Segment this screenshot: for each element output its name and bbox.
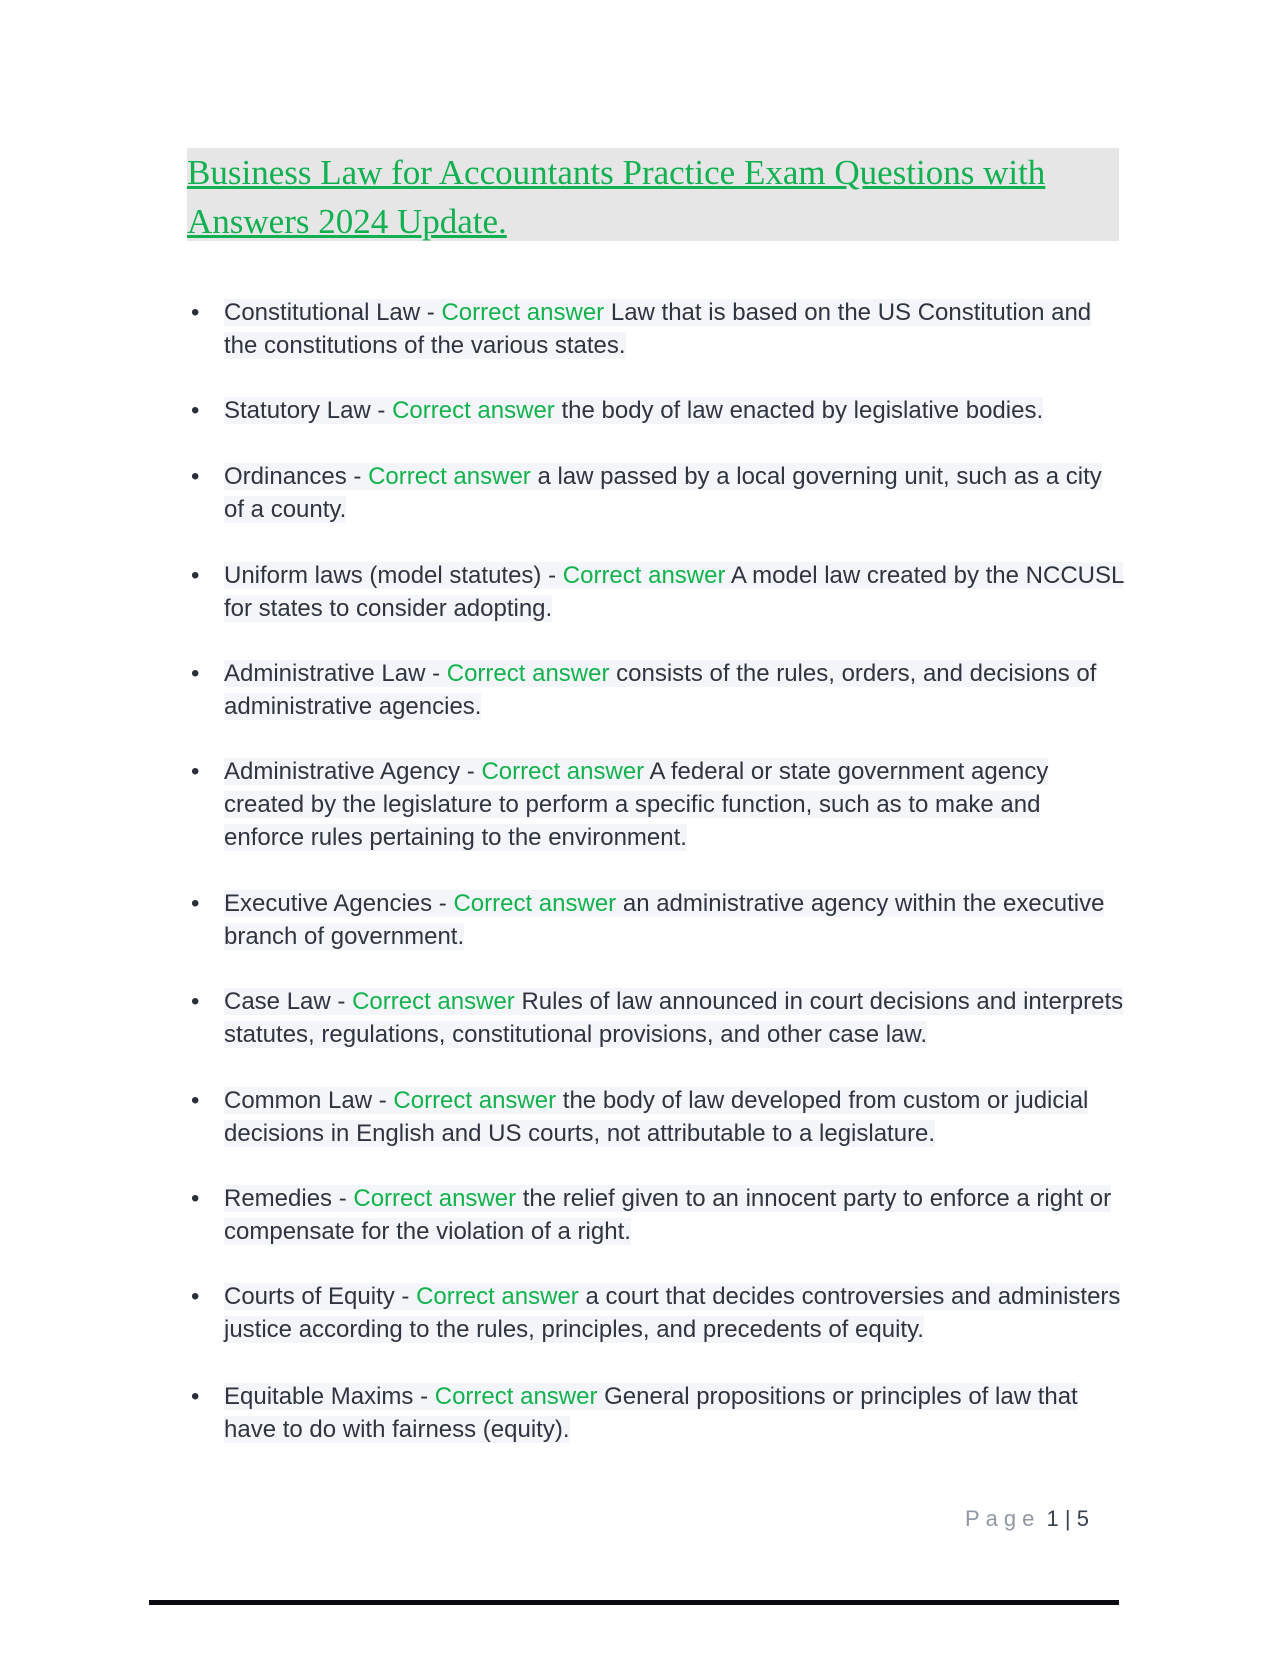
bullet-icon: • <box>191 890 200 917</box>
item-definition: Law that is based on the US Constitution and the constitutions of the various states. <box>224 299 1092 359</box>
item-separator: - <box>425 660 447 687</box>
item-term: Equitable Maxims <box>224 1383 414 1410</box>
bullet-icon: • <box>191 1283 200 1310</box>
bullet-icon: • <box>191 1087 200 1114</box>
item-definition: A federal or state government agency created by the legislature to perform a specific function, such as to make and enforce rules pertaining to the environment. <box>224 758 1049 851</box>
item-term: Common Law <box>224 1087 373 1114</box>
footer-rule <box>149 1600 1119 1605</box>
item-text <box>224 887 1124 953</box>
bullet-icon: • <box>191 1185 200 1212</box>
item-definition: a law passed by a local governing unit, such as a city of a county. <box>224 463 1102 523</box>
total-pages: 5 <box>1076 1506 1089 1531</box>
document-title: Business Law for Accountants Practice Exam Questions with Answers 2024 Update. <box>187 153 1046 241</box>
item-definition: an administrative agency within the executive branch of government. <box>224 890 1105 950</box>
page-footer <box>965 1506 1089 1532</box>
correct-answer-label: Correct answer <box>562 562 726 589</box>
item-separator: - <box>370 397 393 424</box>
item-separator: - <box>330 988 353 1015</box>
correct-answer-label: Correct answer <box>416 1283 579 1310</box>
item-text <box>224 1280 1124 1346</box>
bullet-icon: • <box>191 562 200 589</box>
item-definition: A model law created by the NCCUSL for states to consider adopting. <box>224 562 1124 622</box>
item-separator: - <box>420 299 442 326</box>
correct-answer-label: Correct answer <box>481 758 645 785</box>
item-term: Constitutional Law <box>224 299 421 326</box>
item-text <box>224 460 1124 526</box>
item-definition: the body of law developed from custom or judicial decisions in English and US courts, not attributable to a legislature. <box>224 1087 1089 1147</box>
correct-answer-label: Correct answer <box>453 890 617 917</box>
item-term: Executive Agencies <box>224 890 433 917</box>
bullet-icon: • <box>191 758 200 785</box>
correct-answer-label: Correct answer <box>352 988 515 1015</box>
page-label: Page <box>965 1506 1041 1531</box>
correct-answer-label: Correct answer <box>434 1383 598 1410</box>
item-separator: - <box>432 890 454 917</box>
correct-answer-label: Correct answer <box>393 1087 557 1114</box>
document-title-block <box>187 148 1119 241</box>
item-text <box>224 985 1124 1051</box>
item-separator: - <box>346 463 369 490</box>
bullet-icon: • <box>191 299 200 326</box>
item-text <box>224 755 1124 854</box>
correct-answer-label: Correct answer <box>392 397 555 424</box>
item-term: Courts of Equity <box>224 1283 395 1310</box>
item-separator: - <box>460 758 482 785</box>
correct-answer-label: Correct answer <box>368 463 531 490</box>
item-term: Statutory Law <box>224 397 371 424</box>
item-text <box>224 394 1124 427</box>
item-term: Case Law <box>224 988 331 1015</box>
item-definition: the body of law enacted by legislative bodies. <box>561 397 1044 424</box>
page-divider: | <box>1064 1506 1071 1531</box>
correct-answer-label: Correct answer <box>446 660 610 687</box>
item-term: Uniform laws (model statutes) <box>224 562 542 589</box>
item-term: Administrative Law <box>224 660 426 687</box>
correct-answer-label: Correct answer <box>353 1185 517 1212</box>
bullet-icon: • <box>191 660 200 687</box>
item-definition: Rules of law announced in court decisions and interprets statutes, regulations, constitutional provisions, and other case law. <box>224 988 1124 1048</box>
item-separator: - <box>394 1283 417 1310</box>
item-separator: - <box>413 1383 435 1410</box>
bullet-icon: • <box>191 1383 200 1410</box>
item-separator: - <box>541 562 563 589</box>
item-definition: General propositions or principles of law that have to do with fairness (equity). <box>224 1383 1078 1443</box>
correct-answer-label: Correct answer <box>441 299 605 326</box>
item-text <box>224 1182 1124 1248</box>
item-definition: a court that decides controversies and administers justice according to the rules, principles, and precedents of equity. <box>224 1283 1121 1343</box>
item-text <box>224 296 1124 362</box>
item-separator: - <box>332 1185 354 1212</box>
bullet-icon: • <box>191 397 200 424</box>
page-number: 1 <box>1046 1506 1059 1531</box>
item-term: Remedies <box>224 1185 333 1212</box>
item-text <box>224 1380 1124 1446</box>
item-text <box>224 559 1124 625</box>
item-separator: - <box>372 1087 394 1114</box>
item-text <box>224 657 1124 723</box>
item-definition: the relief given to an innocent party to enforce a right or compensate for the violation of a right. <box>224 1185 1112 1245</box>
item-term: Ordinances <box>224 463 347 490</box>
bullet-icon: • <box>191 988 200 1015</box>
bullet-icon: • <box>191 463 200 490</box>
item-definition: consists of the rules, orders, and decisions of administrative agencies. <box>224 660 1097 720</box>
item-term: Administrative Agency <box>224 758 461 785</box>
item-text <box>224 1084 1124 1150</box>
